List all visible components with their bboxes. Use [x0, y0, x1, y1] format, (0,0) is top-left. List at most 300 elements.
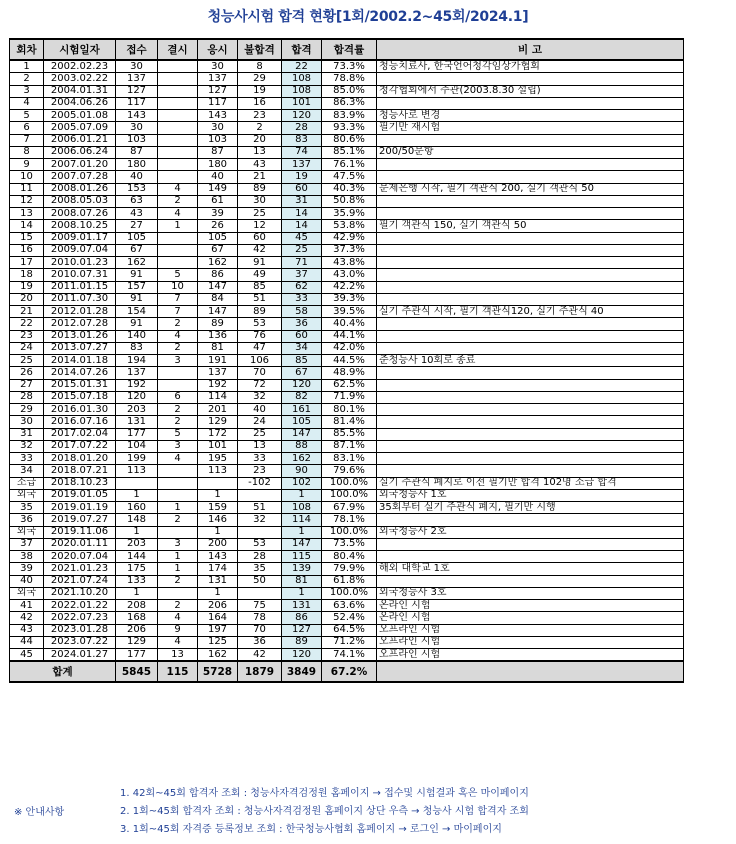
- cell-round: 14: [10, 220, 44, 232]
- notice-line-2: 2. 1회~45회 합격자 조회 : 청능사자격검정원 홈페이지 상단 우측 → 청능사 시험 합격자 조회: [120, 806, 529, 817]
- cell-remarks: 실기 주관식 시작, 필기 객관식120, 실기 주관식 40: [377, 306, 684, 318]
- table-row: [10, 159, 684, 171]
- cell-absent: [158, 587, 198, 599]
- cell-taken: 131: [198, 575, 238, 587]
- table-row: [10, 355, 684, 367]
- cell-passed: 86: [282, 612, 322, 624]
- cell-applied: 177: [116, 649, 158, 662]
- table-header-row: [10, 39, 684, 60]
- cell-taken: 113: [198, 465, 238, 477]
- cell-round: 9: [10, 159, 44, 171]
- table-row: [10, 110, 684, 122]
- cell-pass-rate: 42.9%: [322, 232, 377, 244]
- cell-failed: 53: [238, 538, 282, 550]
- cell-taken: 114: [198, 391, 238, 403]
- cell-remarks: [377, 97, 684, 109]
- cell-absent: [158, 379, 198, 391]
- cell-remarks: [377, 538, 684, 550]
- cell-round: 21: [10, 306, 44, 318]
- cell-date: 2022.07.23: [44, 612, 116, 624]
- table-row: [10, 489, 684, 501]
- cell-applied: 1: [116, 587, 158, 599]
- cell-applied: 199: [116, 453, 158, 465]
- totals-taken: 5728: [198, 661, 238, 682]
- cell-absent: 5: [158, 428, 198, 440]
- cell-taken: 146: [198, 514, 238, 526]
- cell-applied: 120: [116, 391, 158, 403]
- cell-passed: 82: [282, 391, 322, 403]
- cell-round: 39: [10, 563, 44, 575]
- cell-taken: 147: [198, 281, 238, 293]
- cell-failed: 13: [238, 440, 282, 452]
- cell-pass-rate: 50.8%: [322, 195, 377, 207]
- cell-absent: 13: [158, 649, 198, 662]
- cell-applied: 143: [116, 110, 158, 122]
- cell-taken: 206: [198, 600, 238, 612]
- cell-remarks: 청각협회에서 주관(2003.8.30 설립): [377, 85, 684, 97]
- cell-round: 15: [10, 232, 44, 244]
- cell-passed: 14: [282, 220, 322, 232]
- cell-passed: 105: [282, 416, 322, 428]
- cell-pass-rate: 39.3%: [322, 293, 377, 305]
- cell-round: 6: [10, 122, 44, 134]
- cell-date: 2017.07.22: [44, 440, 116, 452]
- cell-remarks: 문제은행 시작, 필기 객관식 200, 실기 객관식 50: [377, 183, 684, 195]
- cell-absent: [158, 159, 198, 171]
- cell-applied: 140: [116, 330, 158, 342]
- table-row: [10, 134, 684, 146]
- cell-absent: 4: [158, 636, 198, 648]
- cell-taken: 87: [198, 146, 238, 158]
- cell-absent: 3: [158, 355, 198, 367]
- cell-taken: 117: [198, 97, 238, 109]
- cell-passed: 34: [282, 342, 322, 354]
- cell-absent: [158, 171, 198, 183]
- header-absent: 결시: [158, 39, 198, 60]
- cell-passed: 1: [282, 489, 322, 501]
- cell-absent: 9: [158, 624, 198, 636]
- cell-pass-rate: 43.8%: [322, 257, 377, 269]
- cell-failed: 23: [238, 110, 282, 122]
- cell-remarks: [377, 208, 684, 220]
- cell-remarks: 필기만 재시험: [377, 122, 684, 134]
- table-row: [10, 416, 684, 428]
- cell-pass-rate: 81.4%: [322, 416, 377, 428]
- cell-taken: 61: [198, 195, 238, 207]
- cell-passed: 14: [282, 208, 322, 220]
- cell-round: 34: [10, 465, 44, 477]
- cell-remarks: [377, 453, 684, 465]
- cell-date: 2013.01.26: [44, 330, 116, 342]
- table-row: [10, 183, 684, 195]
- table-row: [10, 318, 684, 330]
- cell-absent: 4: [158, 208, 198, 220]
- cell-applied: 160: [116, 502, 158, 514]
- cell-failed: 32: [238, 514, 282, 526]
- cell-failed: 43: [238, 159, 282, 171]
- table-row: [10, 306, 684, 318]
- cell-absent: 2: [158, 514, 198, 526]
- cell-absent: [158, 122, 198, 134]
- cell-applied: 113: [116, 465, 158, 477]
- cell-passed: 1: [282, 526, 322, 538]
- cell-passed: 33: [282, 293, 322, 305]
- cell-passed: 147: [282, 538, 322, 550]
- cell-pass-rate: 80.4%: [322, 551, 377, 563]
- header-passed: 합격: [282, 39, 322, 60]
- cell-applied: 153: [116, 183, 158, 195]
- cell-remarks: [377, 171, 684, 183]
- cell-applied: 175: [116, 563, 158, 575]
- cell-pass-rate: 40.3%: [322, 183, 377, 195]
- cell-failed: 32: [238, 391, 282, 403]
- cell-failed: 8: [238, 60, 282, 73]
- cell-applied: 144: [116, 551, 158, 563]
- cell-date: 2010.01.23: [44, 257, 116, 269]
- cell-round: 28: [10, 391, 44, 403]
- totals-passed: 3849: [282, 661, 322, 682]
- cell-passed: 88: [282, 440, 322, 452]
- cell-absent: [158, 477, 198, 489]
- cell-date: 2017.02.04: [44, 428, 116, 440]
- cell-applied: 1: [116, 489, 158, 501]
- table-row: [10, 367, 684, 379]
- table-row: [10, 342, 684, 354]
- cell-pass-rate: 80.6%: [322, 134, 377, 146]
- cell-taken: 103: [198, 134, 238, 146]
- cell-passed: 115: [282, 551, 322, 563]
- cell-date: 2018.07.21: [44, 465, 116, 477]
- cell-taken: 137: [198, 367, 238, 379]
- cell-passed: 25: [282, 244, 322, 256]
- table-row: [10, 60, 684, 73]
- cell-applied: 168: [116, 612, 158, 624]
- cell-passed: 81: [282, 575, 322, 587]
- cell-date: 2009.01.17: [44, 232, 116, 244]
- cell-absent: 4: [158, 612, 198, 624]
- cell-taken: 40: [198, 171, 238, 183]
- table-row: [10, 97, 684, 109]
- notice-line-3: 3. 1회~45회 자격증 등록정보 조회 : 한국청능사협회 홈페이지 → 로그인 → 마이페이지: [120, 824, 502, 835]
- cell-round: 30: [10, 416, 44, 428]
- cell-remarks: [377, 195, 684, 207]
- cell-pass-rate: 37.3%: [322, 244, 377, 256]
- cell-applied: 203: [116, 538, 158, 550]
- cell-applied: 129: [116, 636, 158, 648]
- cell-absent: 1: [158, 551, 198, 563]
- cell-round: 37: [10, 538, 44, 550]
- cell-applied: 154: [116, 306, 158, 318]
- cell-passed: 161: [282, 404, 322, 416]
- cell-taken: 137: [198, 73, 238, 85]
- cell-passed: 62: [282, 281, 322, 293]
- cell-date: 2007.07.28: [44, 171, 116, 183]
- cell-remarks: 온라인 시험: [377, 612, 684, 624]
- cell-taken: 39: [198, 208, 238, 220]
- cell-failed: 50: [238, 575, 282, 587]
- cell-failed: 106: [238, 355, 282, 367]
- table-row: [10, 379, 684, 391]
- cell-absent: [158, 110, 198, 122]
- cell-failed: [238, 489, 282, 501]
- cell-pass-rate: 74.1%: [322, 649, 377, 662]
- cell-failed: 21: [238, 171, 282, 183]
- cell-pass-rate: 42.2%: [322, 281, 377, 293]
- cell-remarks: [377, 551, 684, 563]
- table-row: [10, 587, 684, 599]
- table-row: [10, 281, 684, 293]
- cell-applied: 105: [116, 232, 158, 244]
- cell-failed: 89: [238, 183, 282, 195]
- cell-failed: 75: [238, 600, 282, 612]
- cell-date: 2010.07.31: [44, 269, 116, 281]
- cell-absent: 4: [158, 183, 198, 195]
- table-row: [10, 502, 684, 514]
- cell-remarks: 해외 대학교 1호: [377, 563, 684, 575]
- totals-absent: 115: [158, 661, 198, 682]
- cell-applied: 103: [116, 134, 158, 146]
- cell-taken: 81: [198, 342, 238, 354]
- totals-remarks: [377, 661, 684, 682]
- cell-passed: 31: [282, 195, 322, 207]
- cell-round: 40: [10, 575, 44, 587]
- cell-taken: 162: [198, 649, 238, 662]
- cell-taken: [198, 477, 238, 489]
- cell-round: 2: [10, 73, 44, 85]
- cell-date: 2022.01.22: [44, 600, 116, 612]
- cell-date: 2008.07.26: [44, 208, 116, 220]
- cell-applied: 157: [116, 281, 158, 293]
- cell-absent: 10: [158, 281, 198, 293]
- cell-pass-rate: 39.5%: [322, 306, 377, 318]
- cell-failed: 28: [238, 551, 282, 563]
- cell-date: 2023.07.22: [44, 636, 116, 648]
- cell-remarks: 오프라인 시험: [377, 649, 684, 662]
- cell-passed: 1: [282, 587, 322, 599]
- cell-remarks: [377, 416, 684, 428]
- cell-failed: 2: [238, 122, 282, 134]
- table-row: [10, 171, 684, 183]
- cell-pass-rate: 85.0%: [322, 85, 377, 97]
- cell-date: 2011.07.30: [44, 293, 116, 305]
- cell-absent: 4: [158, 453, 198, 465]
- cell-absent: [158, 465, 198, 477]
- table-row: [10, 575, 684, 587]
- cell-date: 2006.01.21: [44, 134, 116, 146]
- cell-pass-rate: 40.4%: [322, 318, 377, 330]
- cell-round: 10: [10, 171, 44, 183]
- cell-applied: 117: [116, 97, 158, 109]
- cell-applied: 91: [116, 318, 158, 330]
- pass-status-table: [9, 38, 684, 683]
- cell-remarks: [377, 318, 684, 330]
- cell-taken: 172: [198, 428, 238, 440]
- cell-remarks: [377, 342, 684, 354]
- cell-date: 2006.06.24: [44, 146, 116, 158]
- cell-date: 2008.01.26: [44, 183, 116, 195]
- table-row: [10, 649, 684, 662]
- totals-row: [10, 661, 684, 682]
- table-row: [10, 636, 684, 648]
- table-row: [10, 208, 684, 220]
- cell-failed: 24: [238, 416, 282, 428]
- cell-pass-rate: 52.4%: [322, 612, 377, 624]
- table-row: [10, 85, 684, 97]
- cell-remarks: [377, 257, 684, 269]
- cell-round: 23: [10, 330, 44, 342]
- cell-failed: 91: [238, 257, 282, 269]
- cell-round: 22: [10, 318, 44, 330]
- cell-pass-rate: 44.5%: [322, 355, 377, 367]
- cell-date: 2020.01.11: [44, 538, 116, 550]
- cell-applied: 27: [116, 220, 158, 232]
- cell-absent: [158, 244, 198, 256]
- cell-absent: 5: [158, 269, 198, 281]
- cell-remarks: [377, 269, 684, 281]
- cell-remarks: 오프라인 시험: [377, 636, 684, 648]
- cell-round: 3: [10, 85, 44, 97]
- cell-date: 2023.01.28: [44, 624, 116, 636]
- cell-pass-rate: 47.5%: [322, 171, 377, 183]
- cell-absent: [158, 134, 198, 146]
- cell-pass-rate: 73.5%: [322, 538, 377, 550]
- cell-applied: 148: [116, 514, 158, 526]
- cell-applied: 133: [116, 575, 158, 587]
- cell-applied: 180: [116, 159, 158, 171]
- cell-absent: [158, 73, 198, 85]
- cell-applied: 63: [116, 195, 158, 207]
- cell-passed: 83: [282, 134, 322, 146]
- cell-applied: 131: [116, 416, 158, 428]
- cell-pass-rate: 100.0%: [322, 526, 377, 538]
- table-body: [10, 60, 684, 661]
- cell-remarks: 필기 객관식 150, 실기 객관식 50: [377, 220, 684, 232]
- cell-round: 외국: [10, 489, 44, 501]
- cell-round: 18: [10, 269, 44, 281]
- cell-absent: 6: [158, 391, 198, 403]
- cell-date: 2021.07.24: [44, 575, 116, 587]
- cell-pass-rate: 85.5%: [322, 428, 377, 440]
- cell-date: 2014.01.18: [44, 355, 116, 367]
- table-row: [10, 612, 684, 624]
- cell-failed: 25: [238, 208, 282, 220]
- cell-taken: 105: [198, 232, 238, 244]
- cell-taken: 67: [198, 244, 238, 256]
- table-row: [10, 600, 684, 612]
- cell-absent: 2: [158, 404, 198, 416]
- cell-remarks: [377, 73, 684, 85]
- cell-absent: 4: [158, 330, 198, 342]
- cell-passed: 131: [282, 600, 322, 612]
- cell-remarks: 오프라인 시험: [377, 624, 684, 636]
- cell-pass-rate: 83.1%: [322, 453, 377, 465]
- cell-remarks: [377, 134, 684, 146]
- table-row: [10, 404, 684, 416]
- cell-round: 27: [10, 379, 44, 391]
- cell-passed: 108: [282, 85, 322, 97]
- header-pass-rate: 합격률: [322, 39, 377, 60]
- cell-remarks: [377, 575, 684, 587]
- cell-failed: 60: [238, 232, 282, 244]
- cell-applied: 30: [116, 122, 158, 134]
- cell-round: 36: [10, 514, 44, 526]
- cell-absent: 3: [158, 440, 198, 452]
- cell-absent: [158, 97, 198, 109]
- cell-passed: 108: [282, 502, 322, 514]
- cell-taken: 136: [198, 330, 238, 342]
- cell-date: 2019.01.19: [44, 502, 116, 514]
- cell-passed: 28: [282, 122, 322, 134]
- cell-failed: 12: [238, 220, 282, 232]
- table-row: [10, 526, 684, 538]
- cell-date: 2003.02.22: [44, 73, 116, 85]
- cell-date: 2008.10.25: [44, 220, 116, 232]
- cell-absent: [158, 85, 198, 97]
- cell-date: 2007.01.20: [44, 159, 116, 171]
- cell-remarks: [377, 232, 684, 244]
- cell-passed: 120: [282, 649, 322, 662]
- cell-passed: 22: [282, 60, 322, 73]
- cell-passed: 147: [282, 428, 322, 440]
- cell-remarks: 외국청능사 3호: [377, 587, 684, 599]
- cell-absent: 2: [158, 600, 198, 612]
- cell-applied: 162: [116, 257, 158, 269]
- cell-failed: [238, 526, 282, 538]
- cell-round: 26: [10, 367, 44, 379]
- cell-failed: -102: [238, 477, 282, 489]
- cell-round: 17: [10, 257, 44, 269]
- cell-applied: 192: [116, 379, 158, 391]
- cell-taken: 129: [198, 416, 238, 428]
- cell-remarks: [377, 428, 684, 440]
- cell-remarks: [377, 514, 684, 526]
- cell-failed: 33: [238, 453, 282, 465]
- cell-passed: 127: [282, 624, 322, 636]
- cell-absent: [158, 232, 198, 244]
- cell-round: 19: [10, 281, 44, 293]
- cell-absent: [158, 60, 198, 73]
- cell-remarks: 외국청능사 1호: [377, 489, 684, 501]
- table-row: [10, 330, 684, 342]
- cell-applied: 83: [116, 342, 158, 354]
- cell-pass-rate: 48.9%: [322, 367, 377, 379]
- cell-failed: 51: [238, 502, 282, 514]
- cell-failed: 36: [238, 636, 282, 648]
- cell-round: 소급: [10, 477, 44, 489]
- cell-absent: 2: [158, 318, 198, 330]
- cell-pass-rate: 71.9%: [322, 391, 377, 403]
- cell-pass-rate: 43.0%: [322, 269, 377, 281]
- cell-passed: 90: [282, 465, 322, 477]
- cell-pass-rate: 73.3%: [322, 60, 377, 73]
- cell-failed: 72: [238, 379, 282, 391]
- cell-date: 2021.01.23: [44, 563, 116, 575]
- cell-round: 25: [10, 355, 44, 367]
- cell-applied: 91: [116, 269, 158, 281]
- cell-taken: 89: [198, 318, 238, 330]
- cell-passed: 137: [282, 159, 322, 171]
- cell-date: 2015.01.31: [44, 379, 116, 391]
- table-row: [10, 563, 684, 575]
- notice-list: [120, 785, 529, 839]
- cell-pass-rate: 35.9%: [322, 208, 377, 220]
- cell-applied: 1: [116, 526, 158, 538]
- cell-pass-rate: 100.0%: [322, 477, 377, 489]
- table-row: [10, 146, 684, 158]
- cell-round: 1: [10, 60, 44, 73]
- cell-date: 2019.07.27: [44, 514, 116, 526]
- cell-taken: 180: [198, 159, 238, 171]
